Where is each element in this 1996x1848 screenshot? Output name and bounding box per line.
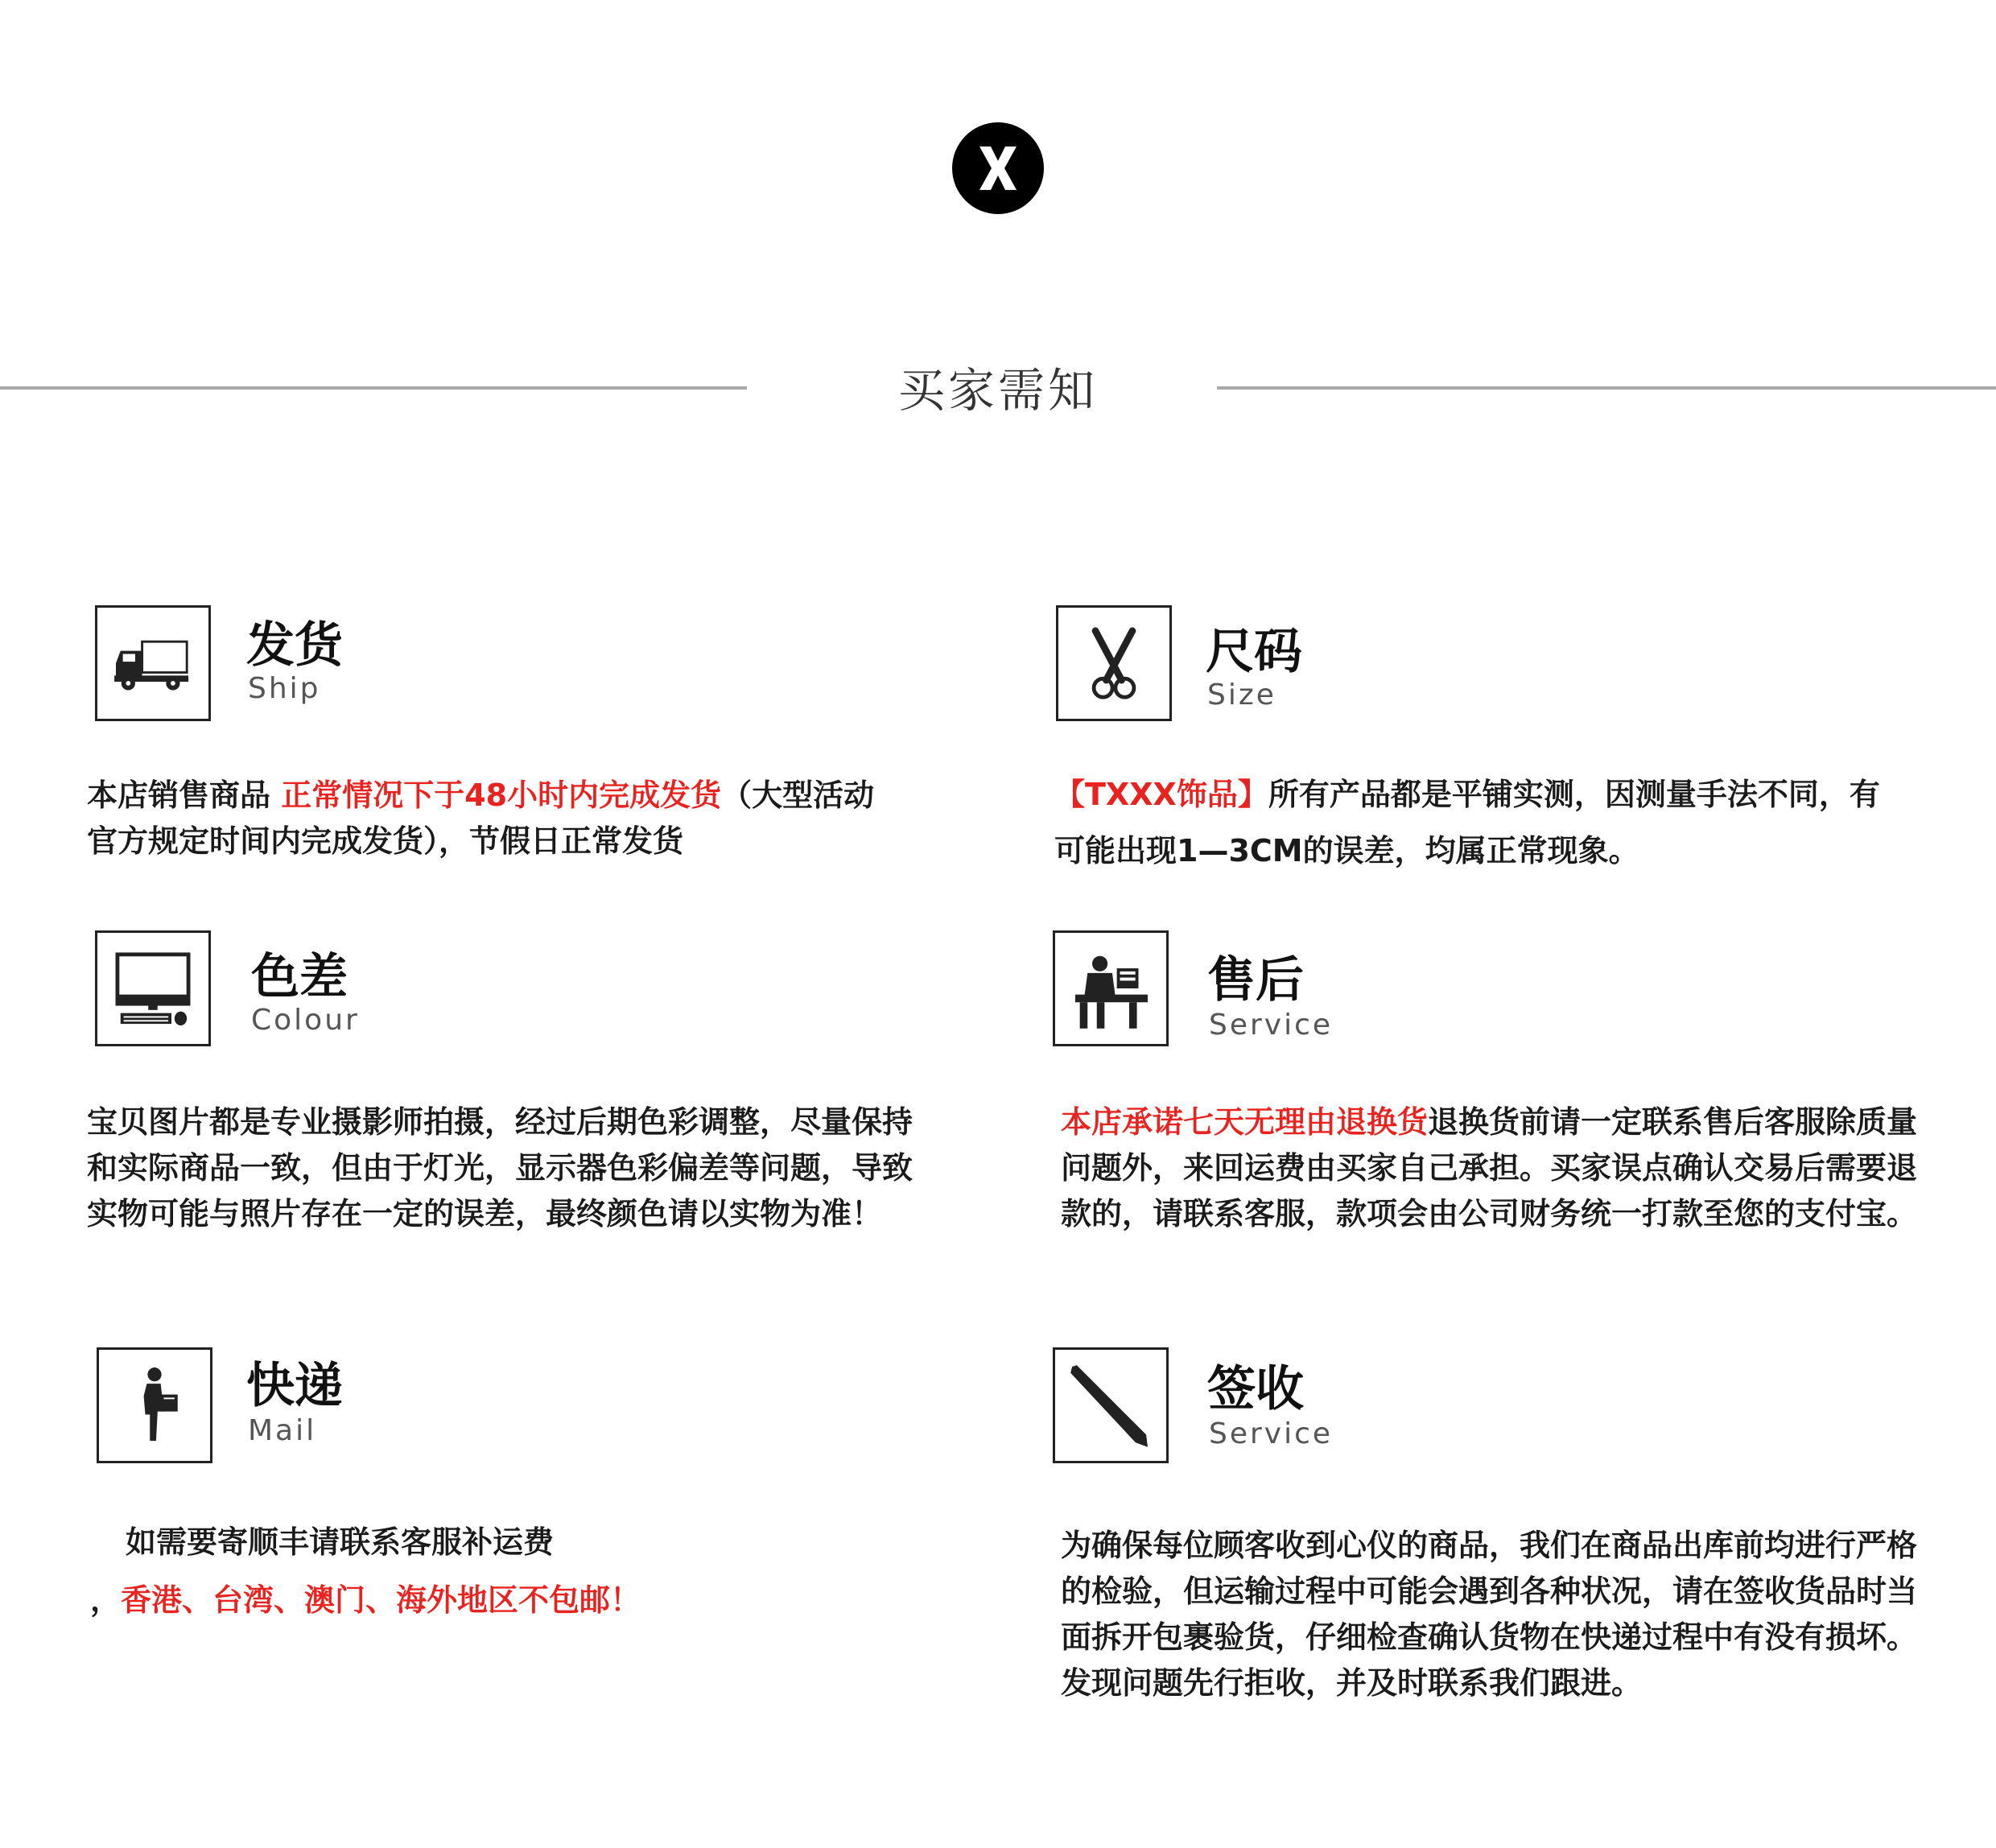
ship-title: 发货 bbox=[246, 617, 343, 674]
mail-subtitle: Mail bbox=[248, 1414, 317, 1447]
page-title: 买家需知 bbox=[897, 363, 1098, 418]
scissors-icon bbox=[1056, 605, 1172, 721]
service-subtitle: Service bbox=[1209, 1009, 1334, 1042]
title-rule-left bbox=[0, 386, 747, 390]
ship-text: 本店销售商品 正常情况下于48小时内完成发货（大型活动官方规定时间内完成发货），节假日正常发货 bbox=[87, 778, 875, 859]
service-title: 售后 bbox=[1207, 952, 1304, 1009]
service-text: 本店承诺七天无理由退换货退换货前请一定联系售后客服除质量问题外，来回运费由买家自己承担。买家误点确认交易后需要退款的，请联系客服，款项会由公司财务统一打款至您的支付宝。 bbox=[1061, 1104, 1918, 1231]
mail-title: 快递 bbox=[246, 1358, 343, 1414]
mail-text-line1: 如需要寄顺丰请联系客服补运费 bbox=[126, 1524, 555, 1560]
customer-service-desk-icon bbox=[1053, 930, 1169, 1046]
computer-icon bbox=[95, 930, 211, 1046]
x-circle-icon bbox=[952, 122, 1044, 214]
mail-text-line2: ，香港、台湾、澳门、海外地区不包邮！ bbox=[90, 1582, 641, 1618]
truck-icon bbox=[95, 605, 211, 721]
colour-title: 色差 bbox=[251, 949, 348, 1005]
sign-subtitle: Service bbox=[1209, 1417, 1334, 1450]
courier-person-icon bbox=[97, 1347, 212, 1463]
sign-title: 签收 bbox=[1207, 1361, 1304, 1417]
colour-text: 宝贝图片都是专业摄影师拍摄，经过后期色彩调整，尽量保持和实际商品一致，但由于灯光，显示器色彩偏差等问题，导致实物可能与照片存在一定的误差，最终颜色请以实物为准！ bbox=[87, 1104, 913, 1231]
size-title: 尺码 bbox=[1206, 624, 1302, 680]
colour-subtitle: Colour bbox=[251, 1004, 360, 1037]
sign-text: 为确保每位顾客收到心仪的商品，我们在商品出库前均进行严格的检验，但运输过程中可能会遇到各种状况，请在签收货品时当面拆开包裹验货，仔细检查确认货物在快递过程中有没有损坏。发现问题先行拒收，并及时联系我们跟进。 bbox=[1061, 1528, 1918, 1701]
title-rule-right bbox=[1217, 386, 1996, 390]
ship-subtitle: Ship bbox=[248, 672, 321, 705]
pen-icon bbox=[1053, 1347, 1169, 1463]
size-text: 【TXXX饰品】所有产品都是平铺实测，因测量手法不同，有可能出现1—3CM的误差，均属正常现象。 bbox=[1054, 777, 1880, 868]
size-subtitle: Size bbox=[1207, 679, 1276, 712]
